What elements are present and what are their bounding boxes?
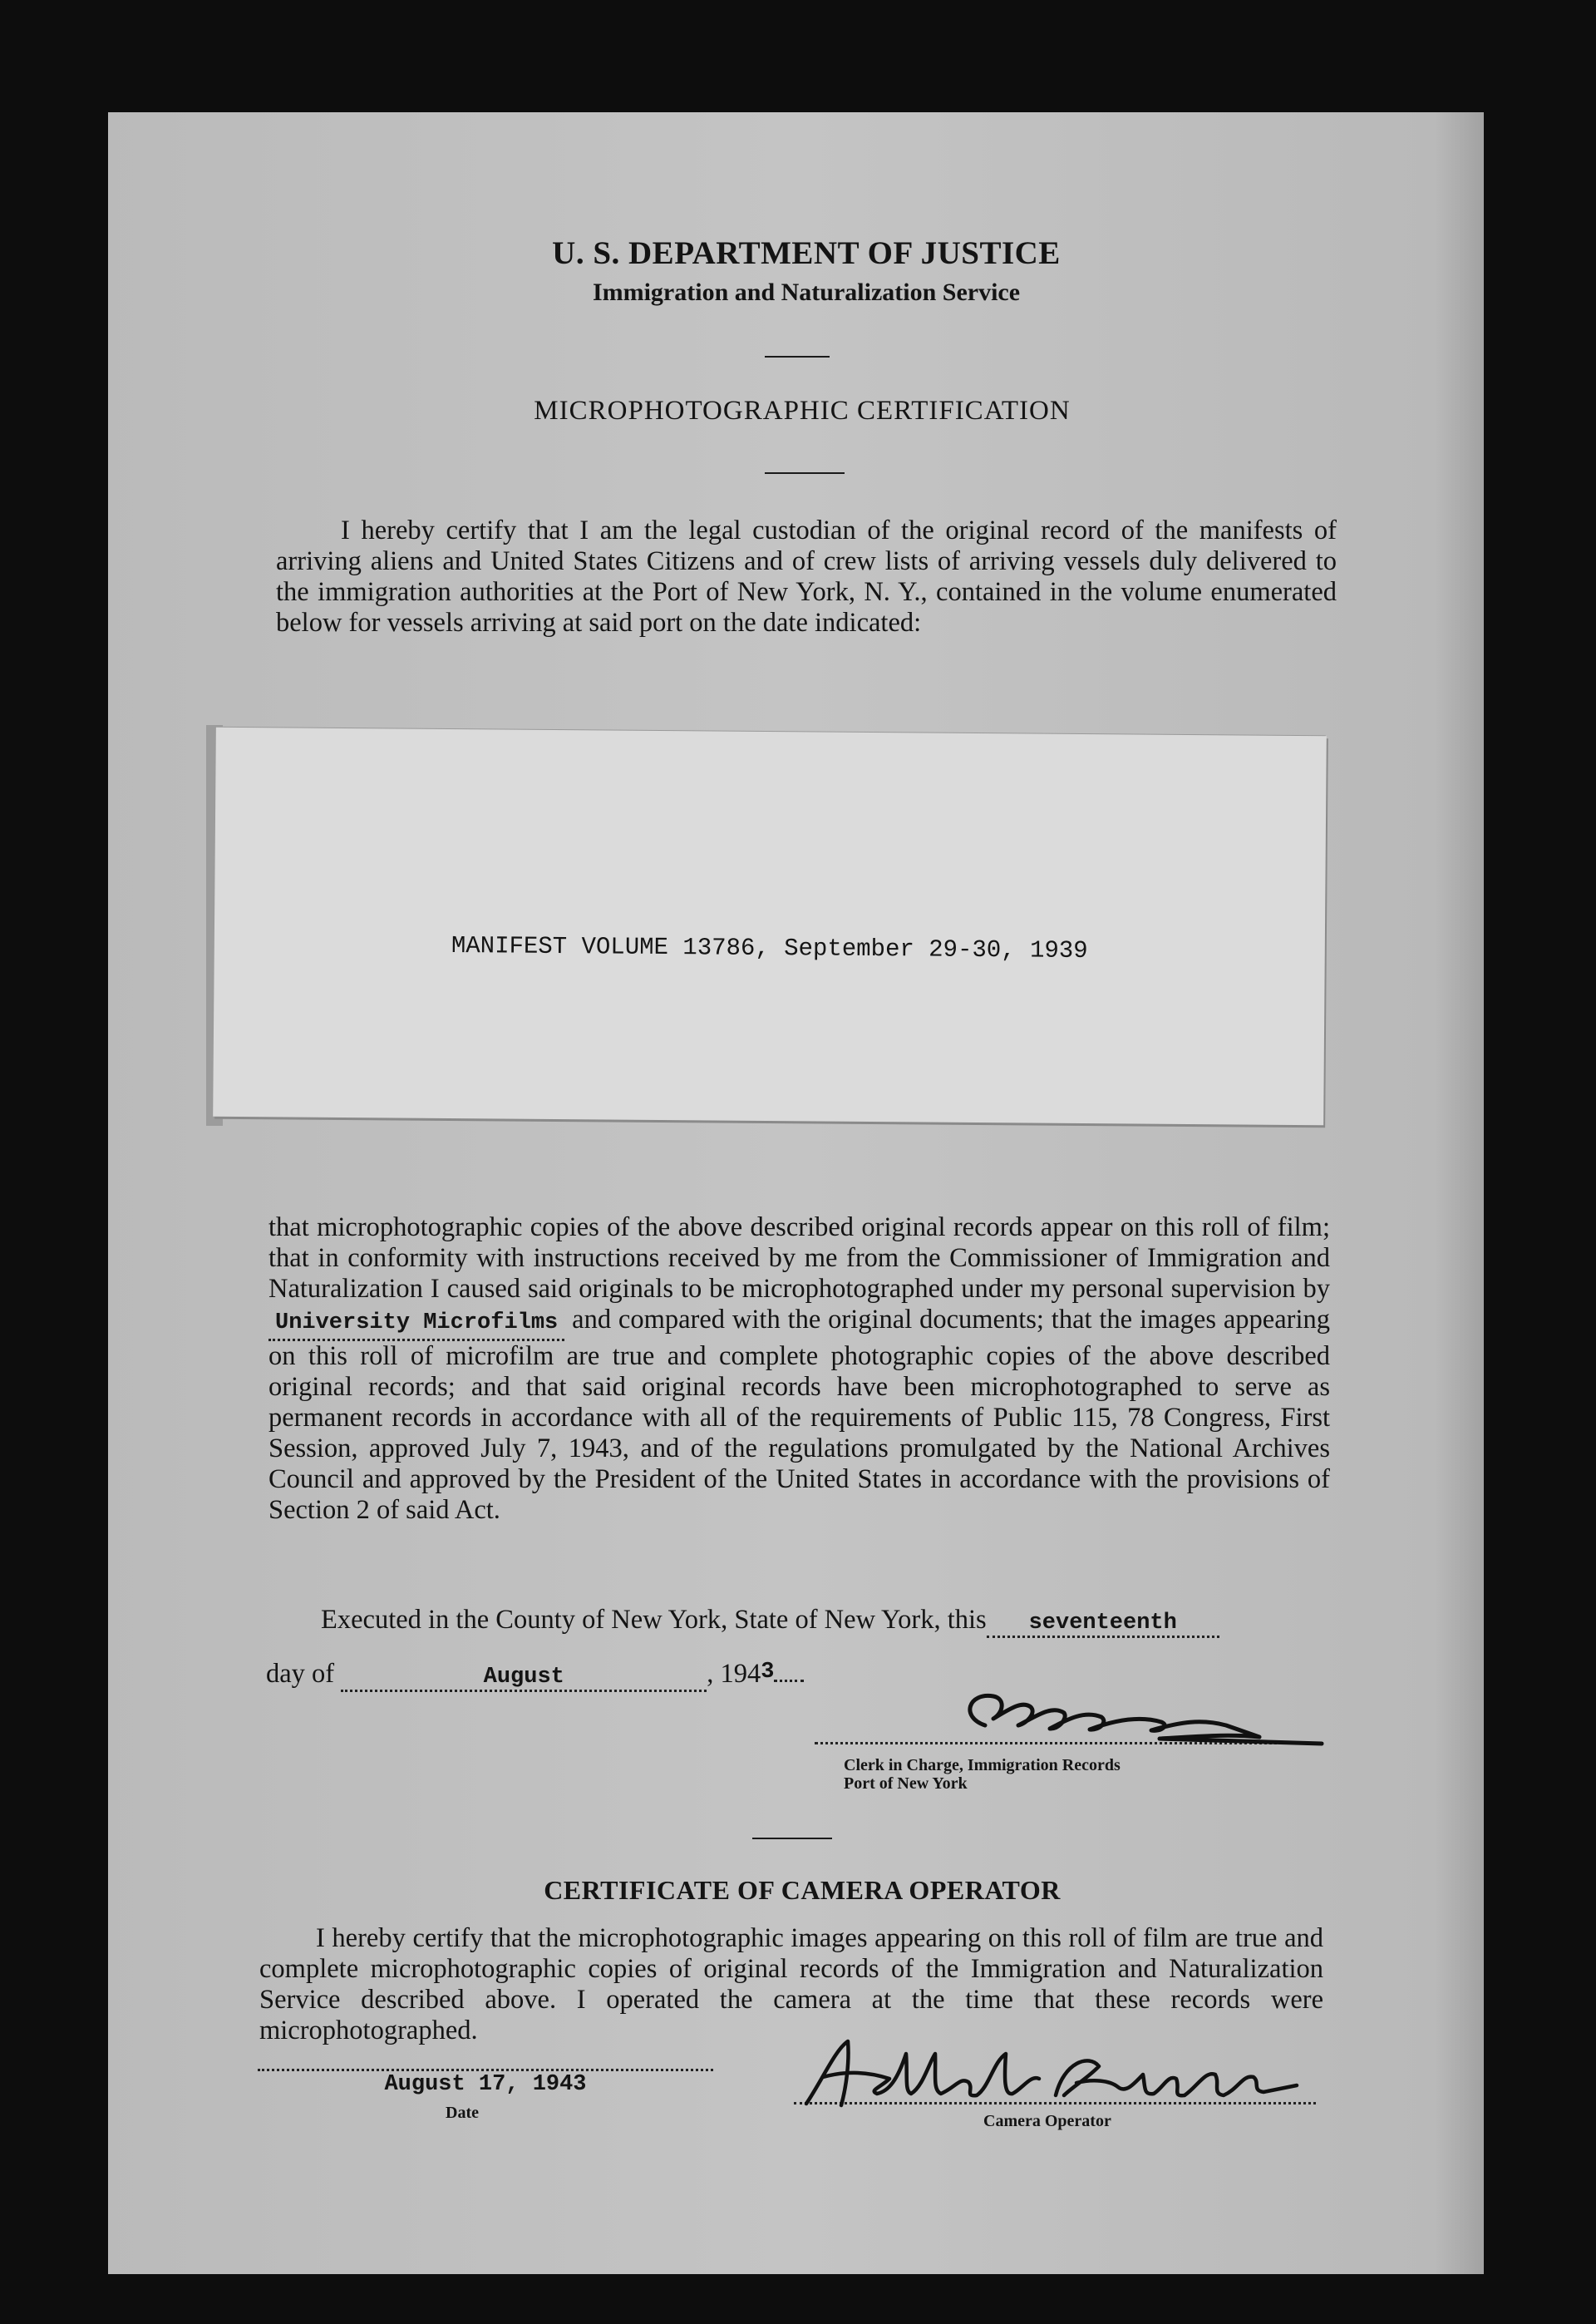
- clerk-signature: [943, 1667, 1342, 1759]
- divider-camera: [752, 1838, 832, 1839]
- executed-line: [321, 1605, 1219, 1638]
- camera-certificate-title: CERTIFICATE OF CAMERA OPERATOR: [544, 1875, 1061, 1905]
- camera-operator-label: Camera Operator: [983, 2112, 1111, 2130]
- filmed-by-value: University Microfilms: [275, 1310, 559, 1335]
- divider-top: [765, 356, 830, 358]
- month-fill: [341, 1659, 707, 1692]
- day-fill: [987, 1605, 1219, 1638]
- manifest-insert-slip: [213, 728, 1327, 1125]
- department-heading: U. S. DEPARTMENT OF JUSTICE: [552, 235, 1061, 271]
- camera-date-label: Date: [446, 2104, 479, 2122]
- body-text-part2: and compared with the original documents; that the images appearing on this roll of microfilm are true and complete photographic copies of the above described original records; and that said original records have been microphotographed to serve as permanent records in accordance with all of the requirements of Public 115, 78 Congress, First Session, approved July 7, 1943, and of the regulations promulgated by the National Archives Council and approved by the President of the United States in accordance with the provisions of Section 2 of said Act.: [268, 1305, 1330, 1525]
- executed-text: Executed in the County of New York, State of New York, this: [321, 1605, 987, 1635]
- manifest-volume-line: MANIFEST VOLUME 13786, September 29-30, 1939: [451, 931, 1088, 965]
- camera-date-value: August 17, 1943: [384, 2072, 587, 2097]
- body-paragraph: [268, 1212, 1330, 1526]
- certification-title: MICROPHOTOGRAPHIC CERTIFICATION: [534, 396, 1071, 426]
- camera-paragraph: I hereby certify that the microphotographic images appearing on this roll of film are true and complete microphotographic copies of original records of the Immigration and Naturalization Service described above. I operated the camera at the time that these records were microphotographed.: [259, 1923, 1323, 2045]
- date-line: day of August , 1943: [266, 1659, 804, 1692]
- year-fill: [774, 1680, 804, 1682]
- clerk-title-line2: Port of New York: [844, 1774, 968, 1793]
- intro-paragraph: I hereby certify that I am the legal custodian of the original record of the manifests of arriving aliens and United States Citizens and of crew lists of arriving vessels duly delivered to the immigration authorities at the Port of New York, N. Y., contained in the volume enumerated below for vessels arriving at said port on the date indicated:: [276, 516, 1337, 638]
- divider-second: [765, 472, 845, 474]
- operator-signature: [790, 2029, 1322, 2120]
- body-text-part1: that microphotographic copies of the above described original records appear on this roll of film; that in conformity with instructions received by me from the Commissioner of Immigration and Naturalization I caused said originals to be microphotographed under my personal supervision by: [268, 1212, 1330, 1304]
- year-prefix: 194: [720, 1659, 761, 1689]
- clerk-title: [844, 1756, 1121, 1793]
- month-value: August: [483, 1665, 564, 1690]
- camera-date-line: [258, 2069, 713, 2071]
- clerk-title-line1: Clerk in Charge, Immigration Records: [844, 1756, 1121, 1774]
- filmed-by-fill: [268, 1305, 564, 1341]
- service-subheading: Immigration and Naturalization Service: [592, 279, 1021, 306]
- sheet-edge-shadow: [1434, 112, 1484, 2274]
- year-digit: 3: [761, 1660, 775, 1685]
- day-value: seventeenth: [1028, 1611, 1177, 1636]
- day-of-label: day of: [266, 1659, 335, 1689]
